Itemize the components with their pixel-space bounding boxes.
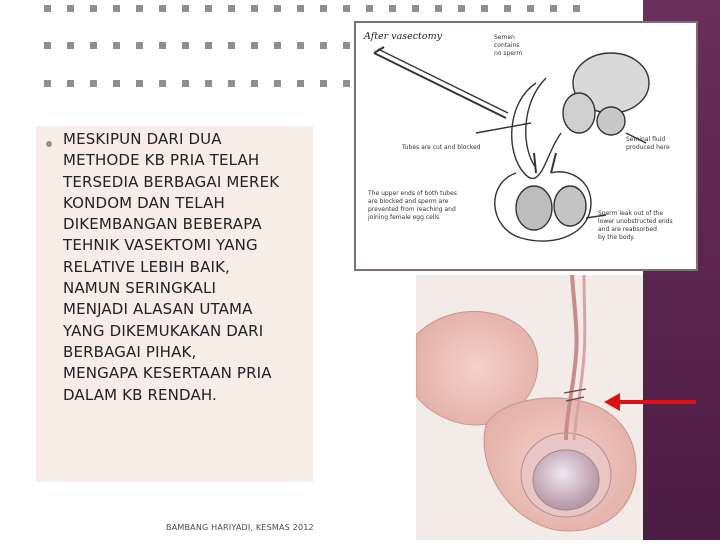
label-semen: Semen contains no sperm (494, 34, 523, 57)
vasectomy-diagram (354, 21, 698, 271)
label-tubes: Tubes are cut and blocked (402, 144, 481, 151)
label-upper: The upper ends of both tubes are blocked and sperm are prevented from reaching and joining female egg cells (368, 190, 457, 221)
label-seminal: Seminal fluid produced here (626, 136, 670, 151)
label-sperm: Sperm leak out of the lower unobstructed ends and are reabsorbed by the body. (598, 210, 673, 241)
left-arrow-icon (600, 390, 700, 414)
bullet-icon (46, 141, 52, 147)
decorative-dash-row (44, 5, 592, 12)
body-text: MESKIPUN DARI DUA METHODE KB PRIA TELAH TERSEDIA BERBAGAI MEREK KONDOM DAN TELAH DIKEMBANGAN BEBERAPA TEHNIK VASEKTOMI YANG RELATIVE LEBIH BAIK, NAMUN SERINGKALI MENJADI ALASAN UTAMA YANG DIKEMUKAKAN DARI BERBAGAI PIHAK, MENGAPA KESERTAAN PRIA DALAM KB RENDAH. (63, 130, 280, 404)
decorative-dash-row (44, 42, 354, 49)
footer-credit: BAMBANG HARIYADI, KESMAS 2012 (166, 523, 314, 532)
decorative-dash-row (44, 80, 354, 87)
diagram-title: After vasectomy (364, 31, 442, 42)
vasectomy-diagram-graphic (356, 23, 696, 269)
